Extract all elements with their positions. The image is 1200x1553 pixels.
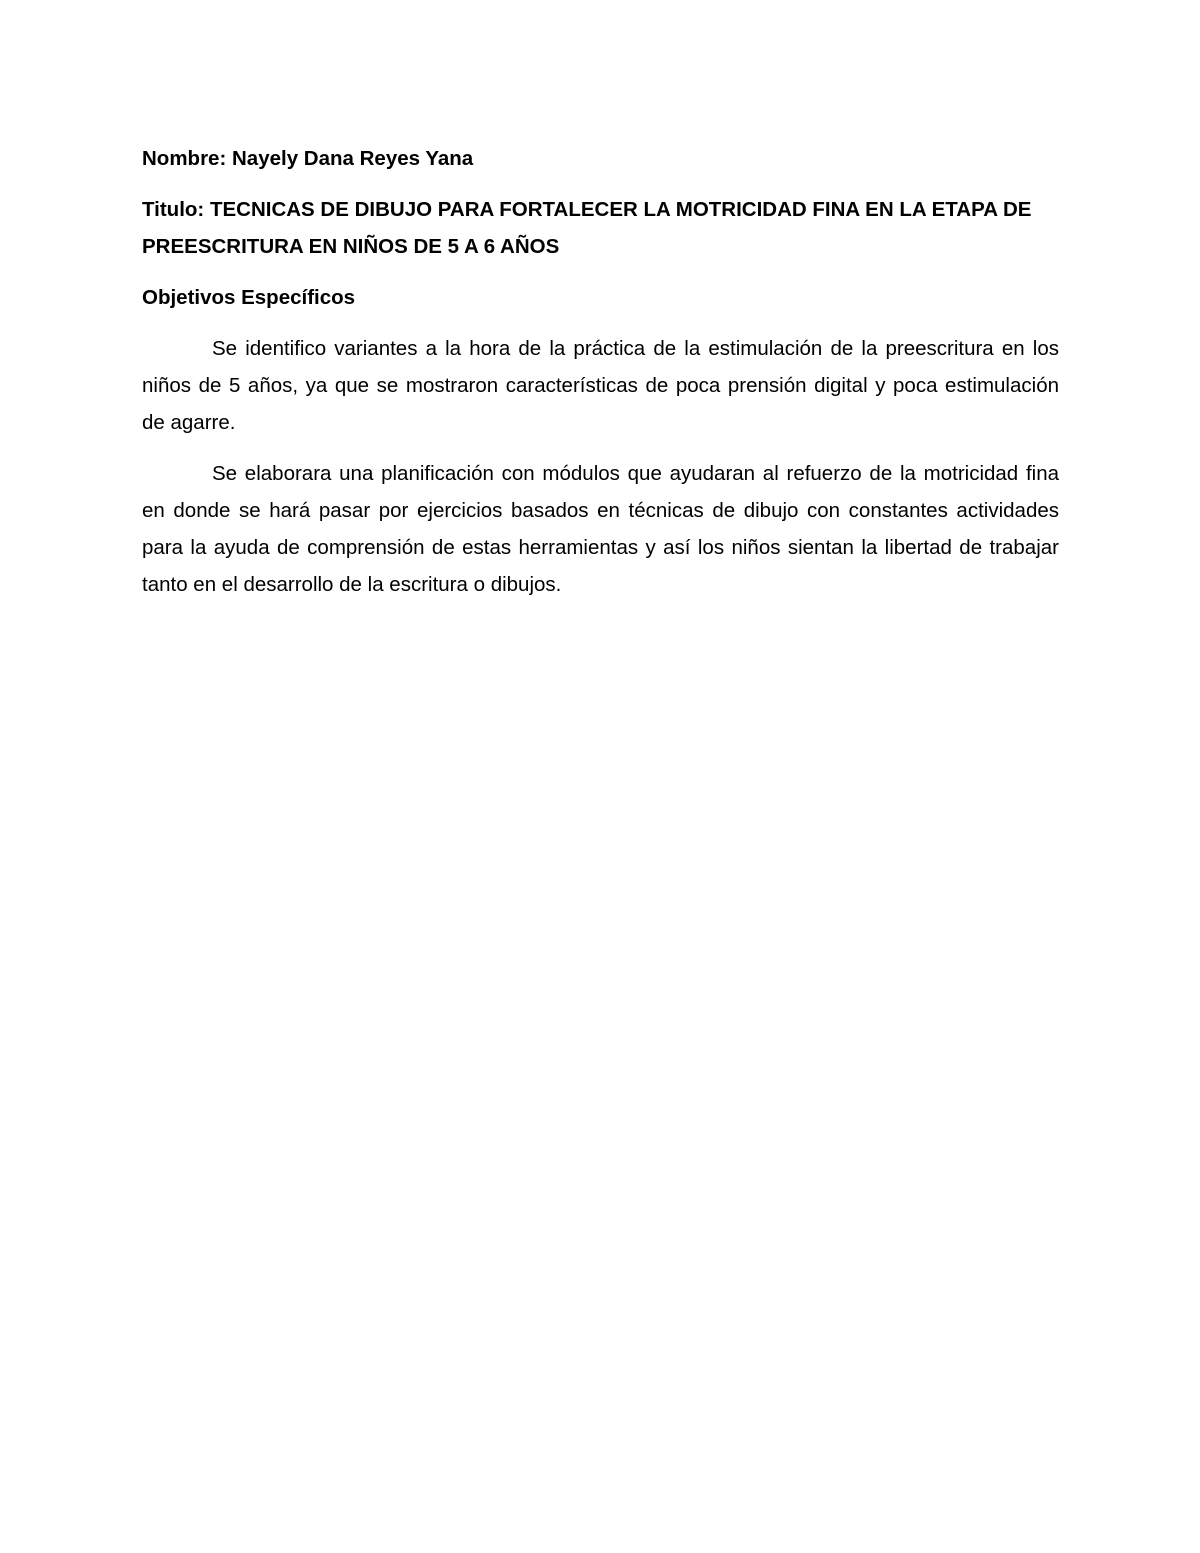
title-value: TECNICAS DE DIBUJO PARA FORTALECER LA MOTRICIDAD FINA EN LA ETAPA DE PREESCRITURA EN NIÑOS DE 5 A 6 AÑOS <box>142 198 1032 258</box>
title-label: Titulo: <box>142 198 210 221</box>
section-heading: Objetivos Específicos <box>142 286 356 309</box>
objective-paragraph-2: Se elaborara una planificación con módulos que ayudaran al refuerzo de la motricidad fina en donde se hará pasar por ejercicios basados en técnicas de dibujo con constantes actividades para la ayuda de comprensión de estas herramientas y así los niños sientan la libertad de trabajar tanto en el desarrollo de la escritura o dibujos. <box>142 462 1059 596</box>
name-value: Nayely Dana Reyes Yana <box>231 147 474 170</box>
student-name-line <box>142 140 1059 177</box>
name-label: Nombre: <box>142 147 232 170</box>
document-body <box>142 140 1059 617</box>
document-title-line <box>142 191 1059 265</box>
objective-paragraph-1: Se identifico variantes a la hora de la práctica de la estimulación de la preescritura en los niños de 5 años, ya que se mostraron características de poca prensión digital y poca estimulación de agarre. <box>142 337 1059 434</box>
